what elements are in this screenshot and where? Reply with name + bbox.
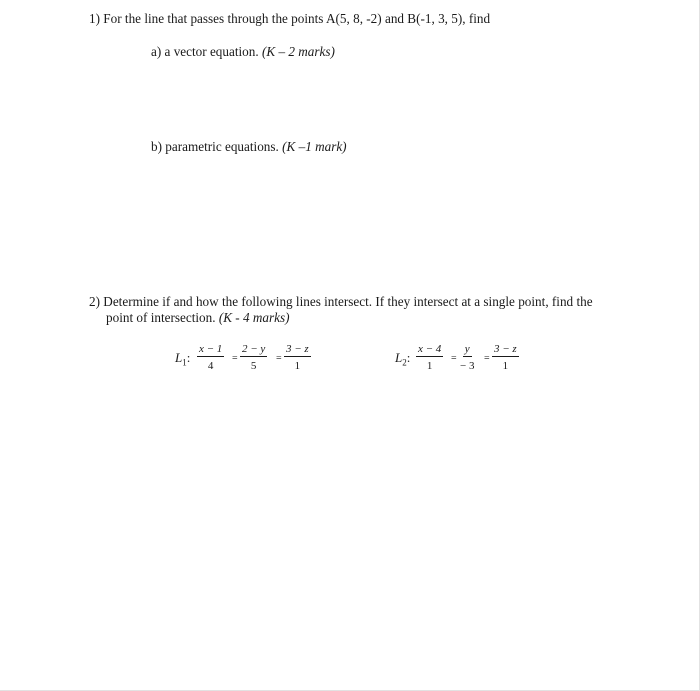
L2-fraction-3-num: 3 − z [494, 343, 517, 355]
L2-fraction-1-num: x − 4 [418, 343, 442, 355]
L2-fraction-2-num: y [464, 343, 470, 355]
L1-fraction-2 [240, 343, 267, 372]
question-2-line2 [106, 310, 290, 326]
L1-fraction-1-num: x − 1 [199, 343, 223, 355]
L1-fraction-3-den: 1 [294, 360, 301, 372]
L1-fraction-3 [284, 343, 311, 372]
L2-fraction-2-den: − 3 [460, 360, 475, 372]
line-L2-label: $L_2$: [395, 350, 411, 368]
question-1a-marks: (K – 2 marks) [261, 44, 335, 59]
question-2-marks: (K - 4 marks) [218, 310, 290, 325]
question-1b [151, 139, 347, 155]
question-1a-text: a vector equation. [164, 44, 259, 59]
L1-fraction-3-num: 3 − z [286, 343, 309, 355]
question-1-number: 1) [89, 11, 100, 26]
L1-fraction-1 [197, 343, 224, 372]
question-2-text-line2: point of intersection. [106, 310, 216, 325]
line-L1-label: $L_1$: [175, 350, 191, 368]
L2-fraction-3-den: 1 [502, 360, 509, 372]
L1-equals-2: = [276, 353, 282, 364]
L2-fraction-1-den: 1 [426, 360, 433, 372]
question-1b-letter: b) [151, 139, 162, 154]
L1-fraction-1-den: 4 [207, 360, 214, 372]
L2-fraction-3 [492, 343, 519, 372]
question-1b-text: parametric equations. [165, 139, 279, 154]
question-2-text-line1: Determine if and how the following lines intersect. If they intersect at a single point, find the [103, 294, 593, 309]
L2-equals-1: = [451, 353, 457, 364]
L1-fraction-2-den: 5 [250, 360, 257, 372]
L2-fraction-1 [416, 343, 443, 372]
question-1a-letter: a) [151, 44, 162, 59]
question-1 [89, 11, 490, 27]
L2-equals-2: = [484, 353, 490, 364]
question-1-text: For the line that passes through the points A(5, 8, -2) and B(-1, 3, 5), find [103, 11, 491, 26]
question-1a [151, 44, 335, 60]
question-2-number: 2) [89, 294, 100, 309]
L1-fraction-2-num: 2 − y [242, 343, 266, 355]
L2-fraction-2 [460, 343, 474, 372]
L1-equals-1: = [232, 353, 238, 364]
question-1b-marks: (K –1 mark) [282, 139, 347, 154]
question-2-line1 [89, 294, 593, 310]
